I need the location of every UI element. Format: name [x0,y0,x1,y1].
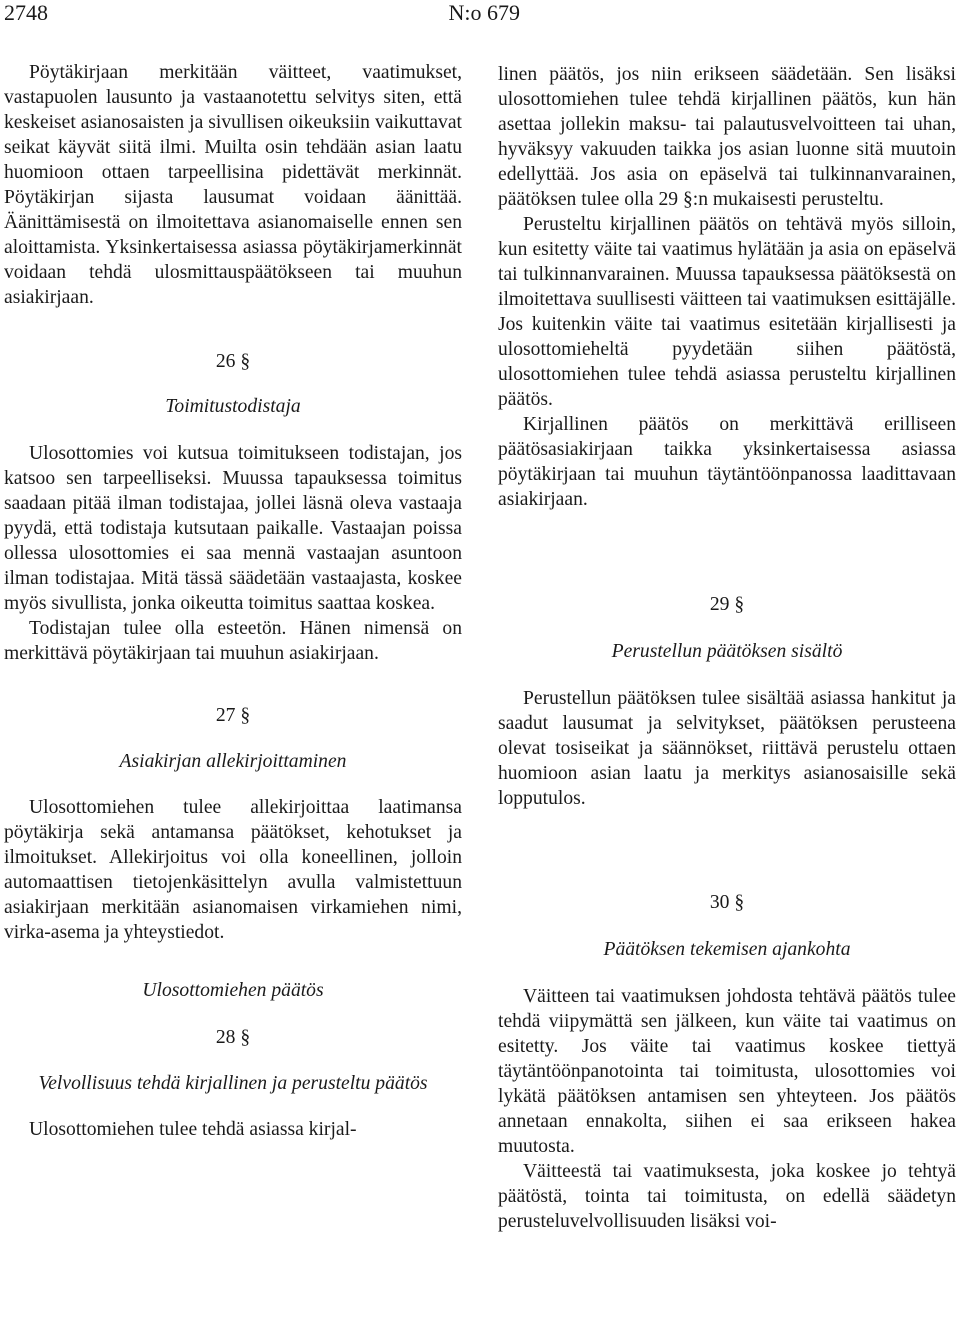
paragraph: linen päätös, jos niin erikseen säädetään. Sen lisäksi ulosottomiehen tulee tehdä kirjallinen päätös, kun hän asettaa jollekin maksu- tai palautusvelvoitteen tai uhan, hyväksyy vakuuden taikka jos asian luonne sitä muutoin edellyttää. Jos asia on epäselvä tai tulkinnanvarainen, päätöksen tulee olla 29 §:n mukaisesti perusteltu. [498,64,956,210]
paragraph: Väitteestä tai vaatimuksesta, joka koskee jo tehtyä päätöstä, tointa tai toimitusta, on edellä säädetyn perusteluvelvollisuuden lisäksi voi- [498,1161,956,1232]
section-title: Asiakirjan allekirjoittaminen [119,751,347,772]
paragraph: Pöytäkirjaan merkitään väitteet, vaatimukset, vastapuolen lausunto ja vastaanotettu selvitys siten, että keskeiset asianosaisten ja sivullisen oikeuksiin vaikuttavat seikat käyvät siitä ilmi. Muilta osin tehdään asian laatu huomioon ottaen tarpeellisina pidettävät merkinnät. Pöytäkirjan sijasta lausumat voidaan äänittää. Äänittämisestä on ilmoitettava asianomaiselle ennen sen aloittamista. Yksinkertaisessa asiassa pöytäkirjamerkinnät voidaan tehdä ulosmittauspäätökseen tai muuhun asiakirjaan. [4,62,462,308]
page-number: 2748 [4,0,48,25]
paragraph: Ulosottomiehen tulee allekirjoittaa laatimansa pöytäkirja sekä antamansa päätökset, kehotukset ja ilmoitukset. Allekirjoitus voi olla koneellinen, jolloin automaattisen tietojenkäsittelyn avulla valmistettuun asiakirjaan merkitään asianomaisen virkamiehen nimi, virka-asema ja yhteystiedot. [4,797,462,943]
section-title: Päätöksen tekemisen ajankohta [603,939,851,960]
paragraph: Perusteltu kirjallinen päätös on tehtävä myös silloin, kun esitetty väite tai vaatimus hylätään ja asia on epäselvä tai tulkinnanvarainen. Muussa tapauksessa päätöksestä on ilmoitettava suullisesti väitteen tai vaatimuksen esittäjälle. Jos kuitenkin väite tai vaatimus esitetään kirjallisesti ja ulosottomieheltä pyydetään siihen päätöstä, ulosottomiehen tulee tehdä asiassa perusteltu kirjallinen päätös. [498,214,956,410]
left-column [4,60,462,1142]
section-number: 30 § [709,892,745,913]
section-number: 27 § [215,705,251,726]
section-title: Perustellun päätöksen sisältö [611,641,843,662]
page-header [4,0,520,30]
paragraph: Ulosottomies voi kutsua toimitukseen todistajan, jos katsoo sen tarpeelliseksi. Muussa tapauksessa toimitus saadaan pitää ilman todistajaa, jollei läsnä oleva vastaaja pyydä, että todistaja kutsutaan paikalle. Vastaajan poissa ollessa ulosottomies ei saa mennä vastaajan asuntoon ilman todistajaa. Mitä tässä säädetään vastaajasta, koskee myös sivullista, jonka oikeutta toimitus saattaa koskea. [4,443,462,614]
section-number: 28 § [215,1027,251,1048]
paragraph: Todistajan tulee olla esteetön. Hänen nimensä on merkittävä pöytäkirjaan tai muuhun asiakirjaan. [4,618,462,664]
right-column [498,62,956,1234]
paragraph: Kirjallinen päätös on merkittävä erilliseen päätösasiakirjaan taikka yksinkertaisessa asiassa pöytäkirjaan tai muuhun täytäntöönpanossa laadittavaan asiakirjaan. [498,414,956,510]
chapter-title: Ulosottomiehen päätös [142,980,324,1001]
section-number: 29 § [709,594,745,615]
document-number: N:o 679 [448,0,520,25]
section-title: Velvollisuus tehdä kirjallinen ja perusteltu päätös [38,1073,428,1094]
paragraph: Väitteen tai vaatimuksen johdosta tehtävä päätös tulee tehdä viipymättä sen jälkeen, kun väite tai vaatimus on esitetty. Jos väite tai vaatimus koskee tiettyä täytäntöönpanotointa tai toimitusta, ulosottomies voi lykätä päätöksen antamisen sen yhteyteen. Jos päätös annetaan ennakolta, siihen ei saa erikseen hakea muutosta. [498,986,956,1157]
section-title: Toimitustodistaja [165,396,301,417]
section-number: 26 § [215,351,251,372]
paragraph: Ulosottomiehen tulee tehdä asiassa kirjal- [29,1119,357,1140]
paragraph: Perustellun päätöksen tulee sisältää asiassa hankitut ja saadut lausumat ja selvitykset, päätöksen perusteena olevat tosiseikat ja säännökset, riittävä perustelu ottaen huomioon asian laatu ja merkitys asianosaisille sekä lopputulos. [498,688,956,809]
